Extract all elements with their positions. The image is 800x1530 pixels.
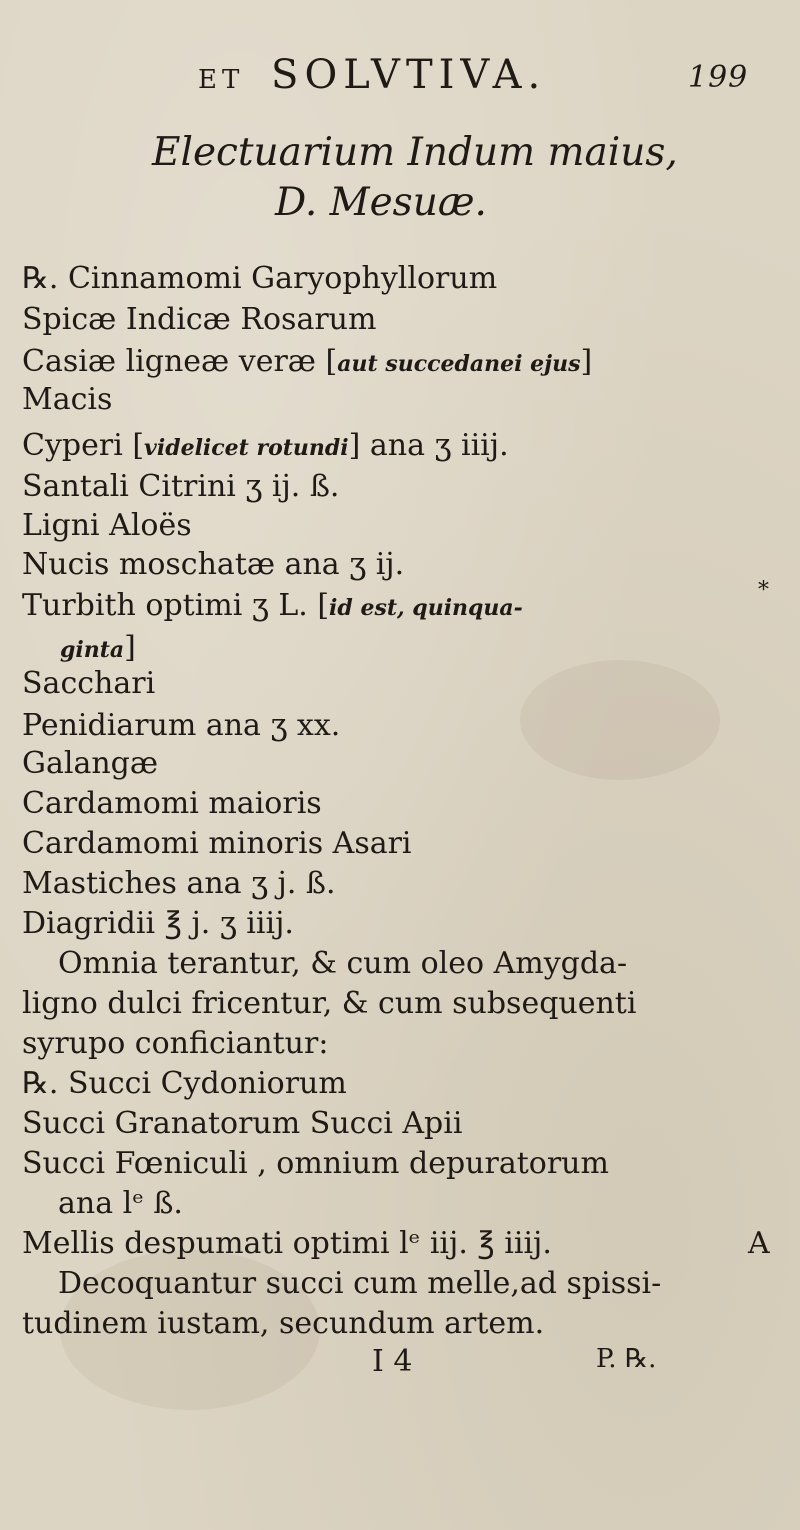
text-line: ana lᵉ ß. (58, 1186, 183, 1221)
text-line: Mastiches ana ʒ j. ß. (22, 866, 336, 901)
text-line: syrupo conficiantur: (22, 1026, 329, 1061)
text-line: Cardamomi minoris Asari (22, 826, 412, 861)
text-line (60, 630, 136, 665)
text-line (22, 588, 523, 623)
text-line: Mellis despumati optimi lᵉ iij. ℥ iiij. (22, 1226, 552, 1261)
catchword: P. ℞. (596, 1344, 657, 1374)
italic-gloss: videlicet rotundi (144, 435, 349, 461)
text-line: Santali Citrini ʒ ij. ß. (22, 469, 340, 504)
text-segment: Turbith optimi ʒ L. [ (22, 588, 330, 623)
text-line: Penidiarum ana ʒ xx. (22, 708, 341, 743)
text-line: Macis (22, 382, 113, 417)
page-number: 199 (688, 60, 749, 95)
text-line: Succi Granatorum Succi Apii (22, 1106, 463, 1141)
text-line: tudinem iustam, secundum artem. (22, 1306, 545, 1341)
running-head (198, 52, 546, 98)
recipe-author: D. Mesuæ. (275, 180, 487, 225)
text-line: Cardamomi maioris (22, 786, 322, 821)
signature-mark: I 4 (372, 1344, 413, 1379)
recipe-title: Electuarium Indum maius, (152, 130, 678, 175)
running-head-left: ET (198, 65, 245, 95)
text-line: Diagridii ℥ j. ʒ iiij. (22, 906, 294, 941)
text-line: Decoquantur succi cum melle,ad spissi- (58, 1266, 662, 1301)
italic-gloss: aut succedanei ejus (337, 351, 581, 377)
text-line: ligno dulci fricentur, & cum subsequenti (22, 986, 637, 1021)
text-segment: Cyperi [ (22, 428, 145, 463)
text-line: Spicæ Indicæ Rosarum (22, 302, 377, 337)
text-segment: Casiæ ligneæ veræ [ (22, 344, 338, 379)
text-line: ℞. Succi Cydoniorum (22, 1066, 347, 1101)
text-line: Succi Fœniculi , omnium depuratorum (22, 1146, 609, 1181)
text-line (22, 428, 509, 463)
text-segment: ] ana ʒ iiij. (348, 428, 509, 463)
text-line (22, 344, 593, 379)
italic-gloss: ginta (60, 637, 125, 663)
margin-letter: A (748, 1226, 770, 1261)
text-line: Nucis moschatæ ana ʒ ij. (22, 547, 405, 582)
running-head-title: SOLVTIVA. (271, 52, 547, 98)
margin-star: * (758, 578, 769, 603)
text-line: Ligni Aloës (22, 508, 192, 543)
text-segment: ] (580, 344, 593, 379)
text-line: Omnia terantur, & cum oleo Amygda- (58, 946, 628, 981)
paper-stain (520, 660, 720, 780)
text-line: ℞. Cinnamomi Garyophyllorum (22, 261, 498, 296)
text-segment: ] (124, 630, 136, 665)
text-line: Sacchari (22, 666, 156, 701)
italic-gloss: id est, quinqua- (329, 595, 523, 621)
text-line: Galangæ (22, 746, 159, 781)
